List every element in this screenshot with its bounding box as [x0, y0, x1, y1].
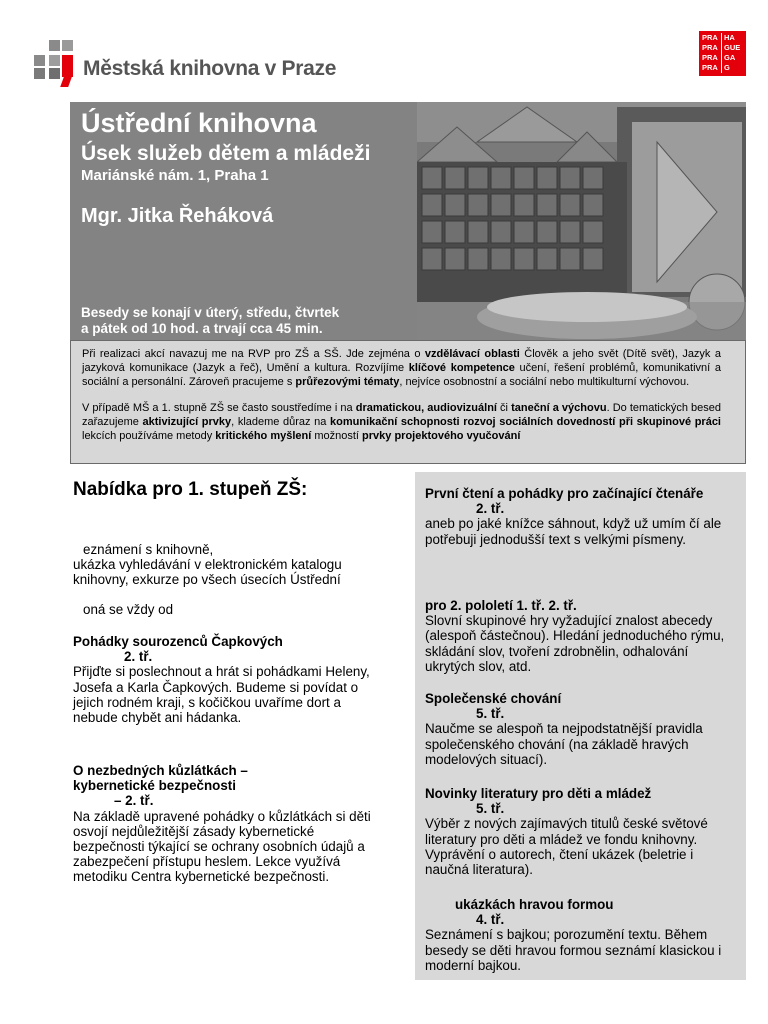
program-kuzlatka	[73, 763, 373, 885]
intro-text: eznámení s knihovně, ukázka vyhledávání v elektronickém katalogu knihovny, exkurze po všech úsecích Ústřední	[73, 542, 342, 588]
program-title: Novinky literatury pro děti a mládež	[425, 786, 652, 801]
program-capek	[73, 634, 373, 725]
schedule-info: Besedy se konají v úterý, středu, čtvrtek a pátek od 10 hod. a trvají cca 45 min.	[81, 305, 340, 336]
program-title: kybernetické bezpečnosti	[73, 778, 236, 794]
program-title: První čtení a pohádky pro začínající čtenáře	[425, 486, 704, 501]
program-grade: 4. tř.	[476, 912, 505, 928]
offer-right-column	[415, 472, 746, 980]
program-description: aneb po jaké knížce sáhnout, když už umím čí ale potřebuji jednodušší text s velkými písmeny.	[425, 516, 722, 547]
page-title: Ústřední knihovna	[81, 108, 317, 138]
contact-name: Mgr. Jitka Řeháková	[81, 205, 274, 227]
program-grade: – 2. tř.	[114, 793, 154, 809]
library-name: Městská knihovna v Praze	[83, 57, 337, 80]
library-logo-icon	[34, 40, 76, 90]
library-logo	[34, 40, 394, 90]
program-description: Přijďte si poslechnout a hrát si pohádkami Heleny, Josefa a Karla Čapkových. Budeme si povídat o jejich rodném kraji, s kočičkou uvaříme dort a nebude chybět ani hádanka.	[73, 664, 370, 726]
program-title: pro 2. pololetí 1. tř. 2. tř.	[425, 598, 577, 613]
intro-note: oná se vždy od	[83, 602, 174, 617]
program-etiquette	[425, 691, 735, 767]
program-grade: 5. tř.	[476, 706, 505, 722]
offer-heading: Nabídka pro 1. stupeň ZŠ:	[73, 479, 308, 500]
curriculum-paragraph-1: Při realizaci akcí navazuj me na RVP pro ZŠ a SŠ. Jde zejména o vzdělávací oblasti Člověk a jeho svět (Dítě svět), Jazyk a jazyková komunikace (Jazyk a řeč), Umění a kultura. Rozvíjíme klíčové kompetence učení, řešení problémů, komunikativní a sociální a personální. Zároveň pracujeme s průřezovými tématy, nejvíce osobnostní a sociální nebo multikulturní výchovou.	[82, 348, 721, 388]
curriculum-info-box	[70, 340, 746, 464]
program-title: Pohádky sourozenců Čapkových	[73, 634, 283, 649]
praha-logo: PRA PRA PRA PRA HA GUE GA G	[699, 31, 746, 76]
program-title: ukázkách hravou formou	[455, 897, 614, 912]
program-description: Slovní skupinové hry vyžadující znalost abecedy (alespoň částečnou). Hledání jednoduchého rýmu, skládání slov, tvoření zdrobnělin, odhalování ukrytých slov, atd.	[425, 613, 725, 674]
library-photo	[417, 102, 746, 340]
program-grade: 2. tř.	[476, 501, 505, 517]
program-first-reading	[425, 486, 735, 547]
program-description: Seznámení s bajkou; porozumění textu. Během besedy se děti hravou formou seznámí klasickou i moderní bajkou.	[425, 927, 722, 973]
page-subtitle: Úsek služeb dětem a mládeži	[81, 142, 371, 165]
program-fables	[425, 897, 735, 973]
header-banner	[70, 102, 746, 340]
curriculum-paragraph-2: V případě MŠ a 1. stupně ZŠ se často soustředíme i na dramatickou, audiovizuální či taneční a výchovu. Do tematických besed zařazujeme aktivizující prvky, klademe důraz na komunikační schopnosti rozvoj sociálních dovedností při skupinové práci lekcích používáme metody kritického myšlení možností prvky projektového vyučování	[82, 402, 721, 442]
program-title: O nezbedných kůzlátkách –	[73, 763, 248, 778]
program-new-books	[425, 786, 735, 877]
program-grade: 2. tř.	[124, 649, 153, 665]
program-title: Společenské chování	[425, 691, 562, 706]
program-description: Výběr z nových zajímavých titulů české světové literatury pro děti a mládež ve fondu knihovny. Vyprávění o autorech, čtení ukázek (beletrie i naučná literatura).	[425, 816, 708, 878]
program-description: Naučme se alespoň ta nejpodstatnější pravidla společenského chování (na základě hravých modelových situací).	[425, 721, 703, 767]
program-description: Na základě upravené pohádky o kůzlátkách si děti osvojí nejdůležitější zásady kybernetické bezpečnosti týkající se ochrany osobních údajů a zabezpečení přístupu heslem. Lekce využívá metodiku Centra kybernetické bezpečnosti.	[73, 808, 371, 885]
program-grade: 5. tř.	[476, 801, 505, 817]
program-word-games	[425, 598, 735, 674]
address: Mariánské nám. 1, Praha 1	[81, 167, 269, 184]
